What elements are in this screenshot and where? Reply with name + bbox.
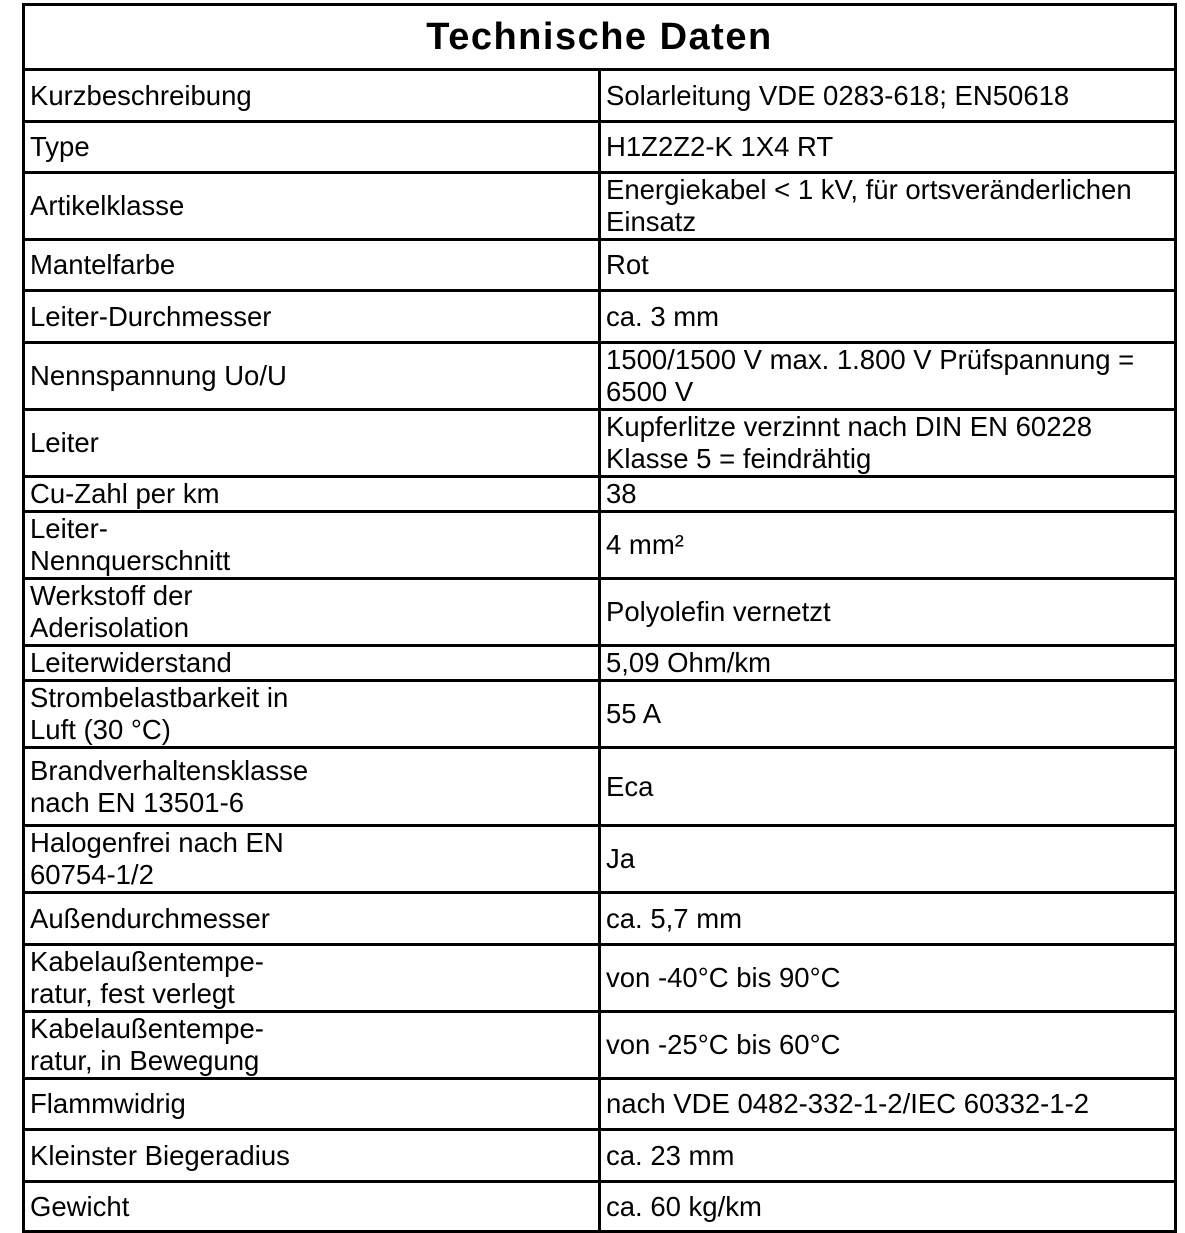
row-value: ca. 60 kg/km (600, 1182, 1176, 1232)
row-label: Mantelfarbe (24, 240, 600, 291)
table-row (24, 343, 1176, 410)
row-label: Außendurchmesser (24, 893, 600, 945)
row-label: Kabelaußentempe- ratur, in Bewegung (24, 1012, 600, 1079)
row-label: Leiter-Durchmesser (24, 291, 600, 343)
table-row (24, 1012, 1176, 1079)
row-label: Werkstoff der Aderisolation (24, 579, 600, 646)
table-row (24, 1079, 1176, 1130)
table-row (24, 893, 1176, 945)
row-value: Polyolefin vernetzt (600, 579, 1176, 646)
row-label: Kurzbeschreibung (24, 70, 600, 122)
row-label: Brandverhaltensklasse nach EN 13501-6 (24, 748, 600, 826)
row-label: Leiter- Nennquerschnitt (24, 512, 600, 579)
row-label: Gewicht (24, 1182, 600, 1232)
row-value: ca. 3 mm (600, 291, 1176, 343)
table-row (24, 826, 1176, 893)
row-value: Kupferlitze verzinnt nach DIN EN 60228 Klasse 5 = feindrähtig (600, 410, 1176, 477)
table-row (24, 122, 1176, 173)
row-value: von -25°C bis 60°C (600, 1012, 1176, 1079)
table-row (24, 410, 1176, 477)
table-row (24, 681, 1176, 748)
table-row (24, 1130, 1176, 1182)
row-value: von -40°C bis 90°C (600, 945, 1176, 1012)
table-row (24, 477, 1176, 512)
row-value: Solarleitung VDE 0283-618; EN50618 (600, 70, 1176, 122)
row-label: Strombelastbarkeit in Luft (30 °C) (24, 681, 600, 748)
table-row (24, 1182, 1176, 1232)
row-value: H1Z2Z2-K 1X4 RT (600, 122, 1176, 173)
row-label: Kabelaußentempe- ratur, fest verlegt (24, 945, 600, 1012)
table-row (24, 945, 1176, 1012)
row-label: Leiterwiderstand (24, 646, 600, 681)
row-value: nach VDE 0482-332-1-2/IEC 60332-1-2 (600, 1079, 1176, 1130)
table-row (24, 291, 1176, 343)
table-row (24, 512, 1176, 579)
table-row (24, 70, 1176, 122)
table-row (24, 240, 1176, 291)
row-value: Eca (600, 748, 1176, 826)
row-label: Kleinster Biegeradius (24, 1130, 600, 1182)
row-label: Leiter (24, 410, 600, 477)
row-label: Flammwidrig (24, 1079, 600, 1130)
row-value: 38 (600, 477, 1176, 512)
row-label: Cu-Zahl per km (24, 477, 600, 512)
row-label: Nennspannung Uo/U (24, 343, 600, 410)
row-value: Energiekabel < 1 kV, für ortsveränderlichen Einsatz (600, 173, 1176, 240)
row-label: Type (24, 122, 600, 173)
row-value: Ja (600, 826, 1176, 893)
table-title: Technische Daten (24, 5, 1176, 70)
row-value: ca. 23 mm (600, 1130, 1176, 1182)
row-label: Halogenfrei nach EN 60754-1/2 (24, 826, 600, 893)
spec-table (22, 3, 1177, 1233)
table-header-row (24, 5, 1176, 70)
row-value: ca. 5,7 mm (600, 893, 1176, 945)
table-body (24, 70, 1176, 1232)
table-row (24, 748, 1176, 826)
row-value: 4 mm² (600, 512, 1176, 579)
row-value: 55 A (600, 681, 1176, 748)
table-row (24, 579, 1176, 646)
row-value: 5,09 Ohm/km (600, 646, 1176, 681)
table-row (24, 646, 1176, 681)
row-value: 1500/1500 V max. 1.800 V Prüfspannung = 6500 V (600, 343, 1176, 410)
table-row (24, 173, 1176, 240)
row-value: Rot (600, 240, 1176, 291)
row-label: Artikelklasse (24, 173, 600, 240)
